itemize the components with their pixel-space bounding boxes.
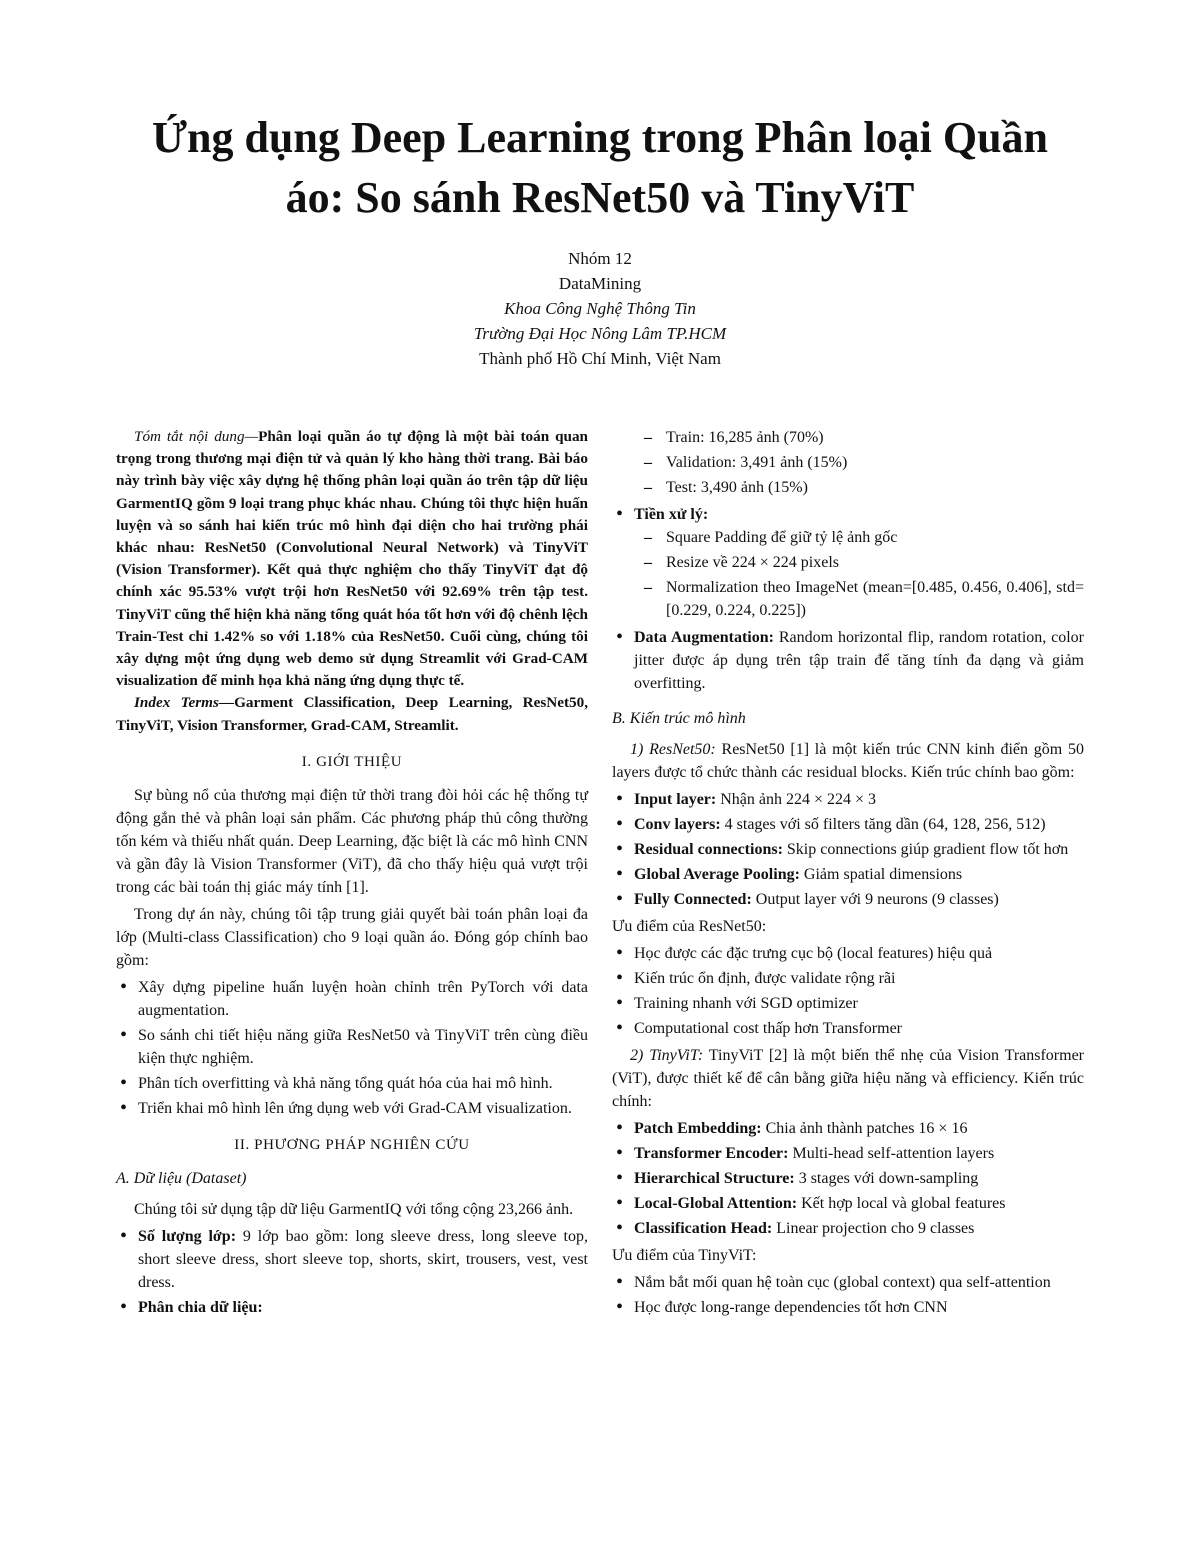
tinyvit-advantages	[612, 1271, 1084, 1319]
abstract	[116, 426, 588, 692]
index-terms-label: Index Terms—	[134, 694, 235, 712]
item-label: Hierarchical Structure:	[634, 1170, 795, 1187]
index-terms	[116, 692, 588, 736]
resnet-label: 1) ResNet50:	[630, 741, 716, 758]
resnet-paragraph	[612, 738, 1084, 784]
item-text: Skip connections giúp gradient flow tốt hơn	[786, 841, 1069, 858]
resnet-components	[612, 788, 1084, 911]
list-item: • Computational cost thấp hơn Transformer	[612, 1017, 1084, 1040]
item-text: Output layer với 9 neurons (9 classes)	[755, 891, 999, 908]
tinyvit-label: 2) TinyViT:	[630, 1047, 704, 1064]
item-label: Global Average Pooling:	[634, 866, 800, 883]
item-text: Linear projection cho 9 classes	[776, 1220, 975, 1237]
list-item	[612, 863, 1084, 886]
preprocess-label: Tiền xử lý:	[634, 506, 709, 523]
list-item: • Xây dựng pipeline huấn luyện hoàn chỉnh trên PyTorch với data augmentation.	[116, 976, 588, 1022]
item-text: Giảm spatial dimensions	[803, 866, 963, 883]
list-item: • So sánh chi tiết hiệu năng giữa ResNet50 và TinyViT trên cùng điều kiện thực nghiệm.	[116, 1024, 588, 1070]
subsection-heading-architecture: B. Kiến trúc mô hình	[612, 710, 746, 727]
list-item: – Resize về 224 × 224 pixels	[612, 551, 1084, 574]
section-heading-introduction: I. GIỚI THIỆU	[301, 753, 403, 770]
list-item	[612, 626, 1084, 695]
item-label: Conv layers:	[634, 816, 721, 833]
list-item: • Training nhanh với SGD optimizer	[612, 992, 1084, 1015]
list-item	[612, 888, 1084, 911]
dataset-list	[116, 1225, 588, 1319]
list-item	[612, 503, 1084, 622]
list-item	[612, 1217, 1084, 1240]
split-list	[612, 426, 1084, 499]
tinyvit-text: TinyViT [2] là một biến thể nhẹ của Vision Transformer (ViT), được thiết kế để cân bằng giữa hiệu năng và efficiency. Kiến trúc chính:	[612, 1047, 1085, 1110]
item-label: Transformer Encoder:	[634, 1145, 789, 1162]
classes-text: 9 lớp bao gồm: long sleeve dress, long sleeve top, short sleeve dress, short sleeve top, shorts, skirt, trousers, vest, vest dress.	[138, 1227, 588, 1291]
item-label: Input layer:	[634, 791, 717, 808]
list-item: • Triển khai mô hình lên ứng dụng web với Grad-CAM visualization.	[116, 1097, 588, 1120]
author-block	[300, 246, 900, 371]
left-column	[116, 426, 588, 1323]
index-terms-text: Garment Classification, Deep Learning, ResNet50, TinyViT, Vision Transformer, Grad-CAM, Streamlit.	[116, 694, 588, 734]
list-item	[612, 1142, 1084, 1165]
tinyvit-components	[612, 1117, 1084, 1240]
item-label: Classification Head:	[634, 1220, 773, 1237]
item-text: Nhận ảnh 224 × 224 × 3	[720, 791, 877, 808]
item-text: 3 stages với down-sampling	[798, 1170, 979, 1187]
list-item	[116, 1296, 588, 1319]
list-item: – Test: 3,490 ảnh (15%)	[612, 476, 1084, 499]
item-text: Multi-head self-attention layers	[792, 1145, 995, 1162]
list-item	[116, 1225, 588, 1294]
list-item	[612, 1117, 1084, 1140]
author-university: Trường Đại Học Nông Lâm TP.HCM	[473, 324, 727, 343]
item-text: 4 stages với số filters tăng dần (64, 128, 256, 512)	[724, 816, 1046, 833]
paper-title	[90, 108, 1110, 228]
item-label: Local-Global Attention:	[634, 1195, 798, 1212]
list-item: • Nắm bắt mối quan hệ toàn cục (global context) qua self-attention	[612, 1271, 1084, 1294]
classes-label: Số lượng lớp:	[138, 1227, 237, 1245]
item-label: Fully Connected:	[634, 891, 752, 908]
list-item	[612, 813, 1084, 836]
subsection-heading-dataset: A. Dữ liệu (Dataset)	[116, 1169, 247, 1187]
item-text: Chia ảnh thành patches 16 × 16	[765, 1120, 968, 1137]
paper-title-line-2: áo: So sánh ResNet50 và TinyViT	[285, 173, 915, 222]
right-column	[612, 426, 1084, 1323]
author-location: Thành phố Hồ Chí Minh, Việt Nam	[479, 349, 721, 368]
list-item: • Kiến trúc ổn định, được validate rộng rãi	[612, 967, 1084, 990]
tinyvit-advantages-title: Ưu điểm của TinyViT:	[612, 1247, 757, 1264]
paper-title-line-1: Ứng dụng Deep Learning trong Phân loại Quần	[151, 113, 1049, 162]
preprocess-list	[612, 503, 1084, 695]
preprocess-steps	[612, 526, 1084, 622]
author-group: Nhóm 12	[568, 249, 632, 268]
intro-paragraph-2: Trong dự án này, chúng tôi tập trung giải quyết bài toán phân loại đa lớp (Multi-class Classification) cho 9 loại quần áo. Đóng góp chính bao gồm:	[116, 905, 588, 969]
contribution-list	[116, 976, 588, 1120]
augmentation-text: Random horizontal flip, random rotation, color jitter được áp dụng trên tập train để tăng tính đa dạng và giảm overfitting.	[634, 629, 1085, 692]
resnet-text: ResNet50 [1] là một kiến trúc CNN kinh điển gồm 50 layers được tổ chức thành các residual blocks. Kiến trúc chính bao gồm:	[612, 741, 1084, 781]
section-heading-methods: II. PHƯƠNG PHÁP NGHIÊN CỨU	[234, 1136, 470, 1153]
item-label: Residual connections:	[634, 841, 783, 858]
abstract-label: Tóm tắt nội dung—	[134, 428, 259, 445]
resnet-advantages	[612, 942, 1084, 1040]
list-item	[612, 1192, 1084, 1215]
tinyvit-paragraph	[612, 1044, 1084, 1113]
list-item	[612, 1167, 1084, 1190]
list-item: • Học được các đặc trưng cục bộ (local features) hiệu quả	[612, 942, 1084, 965]
list-item: – Normalization theo ImageNet (mean=[0.485, 0.456, 0.406], std=[0.229, 0.224, 0.225])	[612, 576, 1084, 622]
author-course: DataMining	[558, 274, 642, 293]
intro-paragraph-1: Sự bùng nổ của thương mại điện tử thời trang đòi hỏi các hệ thống tự động gắn thẻ và phân loại sản phẩm. Các phương pháp thủ công thường tốn kém và thiếu nhất quán. Deep Learning, đặc biệt là các mô hình CNN và gần đây là Vision Transformer (ViT), đã cho thấy hiệu quả vượt trội trong các bài toán thị giác máy tính [1].	[116, 786, 588, 896]
resnet-advantages-title: Ưu điểm của ResNet50:	[612, 918, 767, 935]
augmentation-label: Data Augmentation:	[634, 629, 774, 646]
list-item: – Validation: 3,491 ảnh (15%)	[612, 451, 1084, 474]
split-label: Phân chia dữ liệu:	[138, 1298, 263, 1316]
list-item: • Học được long-range dependencies tốt hơn CNN	[612, 1296, 1084, 1319]
dataset-paragraph: Chúng tôi sử dụng tập dữ liệu GarmentIQ với tổng cộng 23,266 ảnh.	[134, 1200, 574, 1218]
item-text: Kết hợp local và global features	[801, 1195, 1006, 1212]
list-item: • Phân tích overfitting và khả năng tổng quát hóa của hai mô hình.	[116, 1072, 588, 1095]
abstract-text: Phân loại quần áo tự động là một bài toán quan trọng trong thương mại điện tử và quản lý kho hàng thời trang. Bài báo này trình bày việc xây dựng hệ thống phân loại quần áo trên tập dữ liệu GarmentIQ gồm 9 loại trang phục khác nhau. Chúng tôi thực hiện huấn luyện và so sánh hai kiến trúc mô hình đại diện cho hai trường phái khác nhau: ResNet50 (Convolutional Neural Network) và TinyViT (Vision Transformer). Kết quả thực nghiệm cho thấy TinyViT đạt độ chính xác 95.53% vượt trội hơn ResNet50 với 92.69% trên tập test. TinyViT cũng thể hiện khả năng tổng quát hóa tốt hơn với độ chênh lệch Train-Test chỉ 1.42% so với 1.18% của ResNet50. Cuối cùng, chúng tôi xây dựng một ứng dụng web demo sử dụng Streamlit với Grad-CAM visualization để minh họa khả năng ứng dụng thực tế.	[116, 428, 589, 690]
item-label: Patch Embedding:	[634, 1120, 762, 1137]
list-item: – Square Padding để giữ tỷ lệ ảnh gốc	[612, 526, 1084, 549]
list-item: – Train: 16,285 ảnh (70%)	[612, 426, 1084, 449]
list-item	[612, 788, 1084, 811]
author-faculty: Khoa Công Nghệ Thông Tin	[504, 299, 696, 318]
list-item	[612, 838, 1084, 861]
